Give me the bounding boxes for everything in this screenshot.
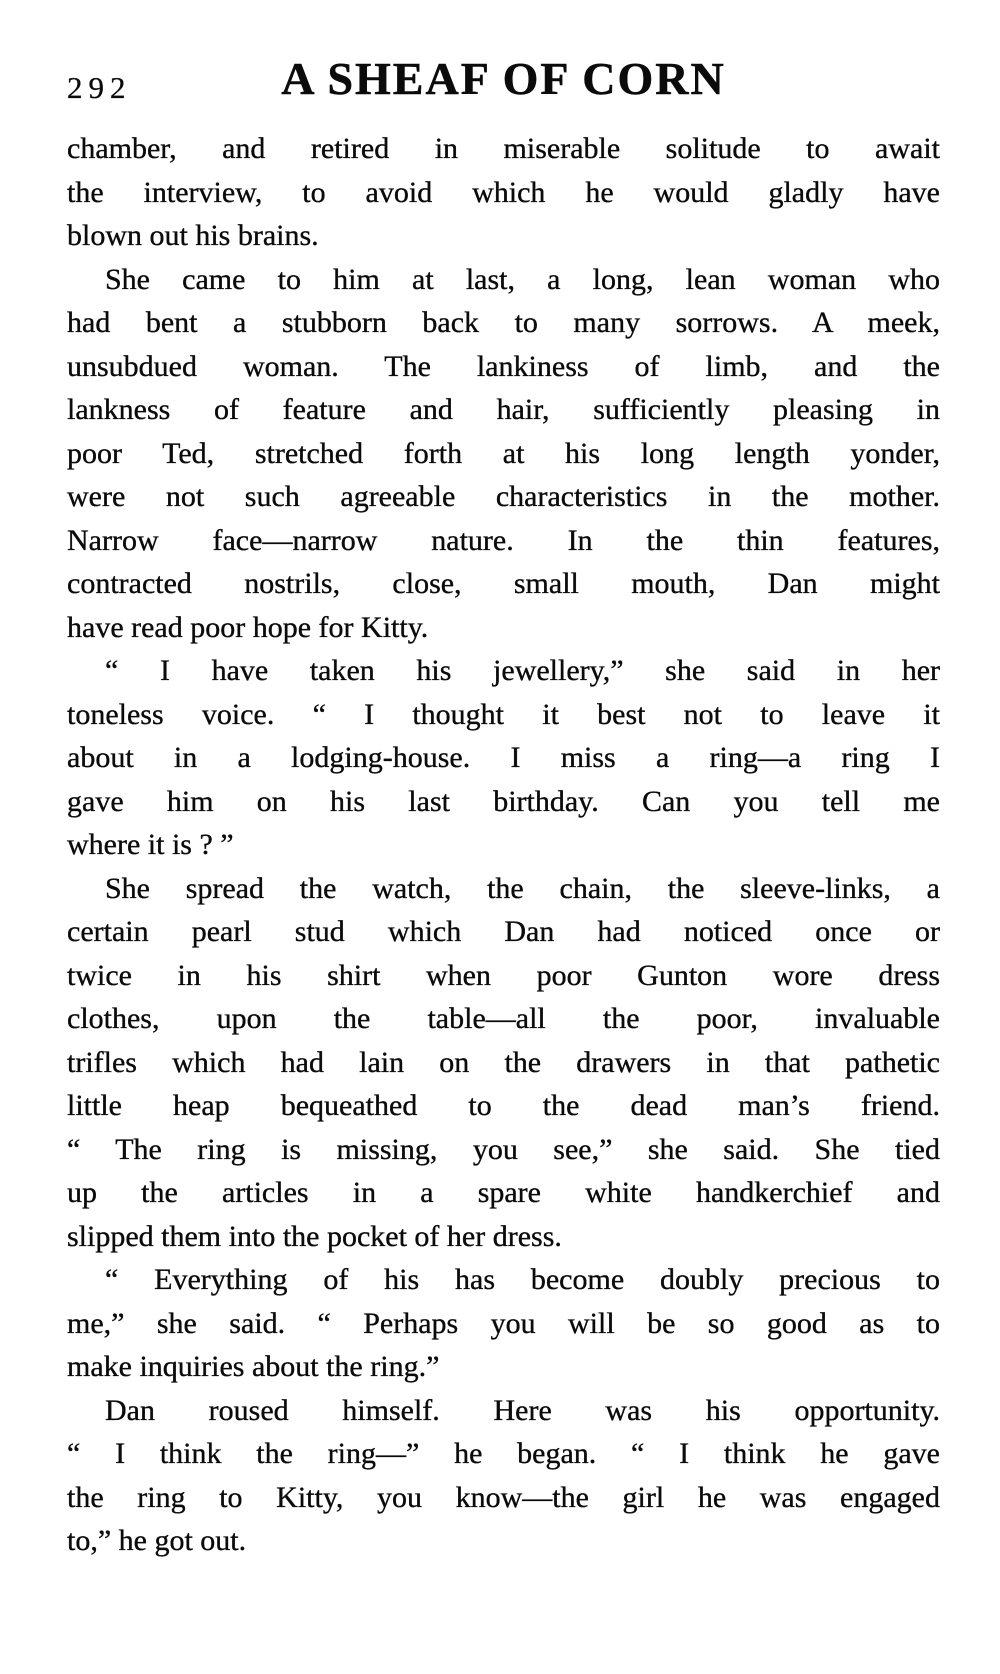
paragraph — [67, 1258, 940, 1389]
paragraph — [67, 649, 940, 867]
text-line: Narrow face—narrow nature. In the thin features, — [67, 523, 940, 557]
text-line: poor Ted, stretched forth at his long length yonder, — [67, 436, 940, 470]
text-line: the ring to Kitty, you know—the girl he was engaged — [67, 1480, 940, 1514]
text-line: lankness of feature and hair, sufficiently pleasing in — [67, 393, 940, 426]
text-line: unsubdued woman. The lankiness of limb, and the — [67, 349, 940, 383]
text-line: have read poor hope for Kitty. — [67, 610, 429, 644]
text-line: “ Everything of his has become doubly precious to — [105, 1263, 940, 1296]
page-number: 292 — [67, 70, 132, 105]
text-line: She came to him at last, a long, lean woman who — [105, 262, 940, 296]
text-line: make inquiries about the ring.” — [67, 1350, 440, 1383]
text-line: about in a lodging-house. I miss a ring—a ring I — [67, 741, 940, 774]
paragraph — [67, 258, 940, 650]
text-line: clothes, upon the table—all the poor, invaluable — [67, 1002, 940, 1035]
text-line: gave him on his last birthday. Can you tell me — [67, 784, 940, 818]
text-line: blown out his brains. — [67, 219, 319, 252]
text-line: twice in his shirt when poor Gunton wore dress — [67, 958, 940, 992]
paragraph — [67, 127, 940, 258]
text-line: me,” she said. “ Perhaps you will be so good as to — [67, 1306, 940, 1340]
text-line: the interview, to avoid which he would gladly have — [67, 175, 940, 209]
text-line: up the articles in a spare white handkerchief and — [67, 1176, 940, 1209]
running-title: A SHEAF OF CORN — [281, 53, 726, 104]
text-line: certain pearl stud which Dan had noticed once or — [67, 915, 940, 948]
text-block — [67, 127, 940, 1563]
text-line: trifles which had lain on the drawers in that pathetic — [67, 1045, 940, 1079]
text-line: slipped them into the pocket of her dress. — [67, 1219, 562, 1253]
text-line: contracted nostrils, close, small mouth, Dan might — [67, 567, 940, 600]
running-header — [67, 0, 940, 118]
text-line: She spread the watch, the chain, the sleeve-links, a — [105, 871, 940, 905]
text-line: had bent a stubborn back to many sorrows. A meek, — [67, 306, 940, 339]
text-line: Dan roused himself. Here was his opportunity. — [105, 1393, 940, 1427]
text-line: “ The ring is missing, you see,” she said. She tied — [67, 1132, 940, 1166]
text-line: chamber, and retired in miserable solitude to await — [67, 132, 940, 165]
text-line: “ I think the ring—” he began. “ I think he gave — [67, 1437, 940, 1470]
text-line: “ I have taken his jewellery,” she said in her — [105, 654, 940, 687]
text-line: little heap bequeathed to the dead man’s friend. — [67, 1089, 940, 1122]
text-line: toneless voice. “ I thought it best not to leave it — [67, 697, 940, 731]
text-line: where it is ? ” — [67, 828, 234, 861]
text-line: were not such agreeable characteristics in the mother. — [67, 480, 940, 513]
text-line: to,” he got out. — [67, 1524, 247, 1557]
paragraph — [67, 1389, 940, 1563]
paragraph — [67, 867, 940, 1259]
